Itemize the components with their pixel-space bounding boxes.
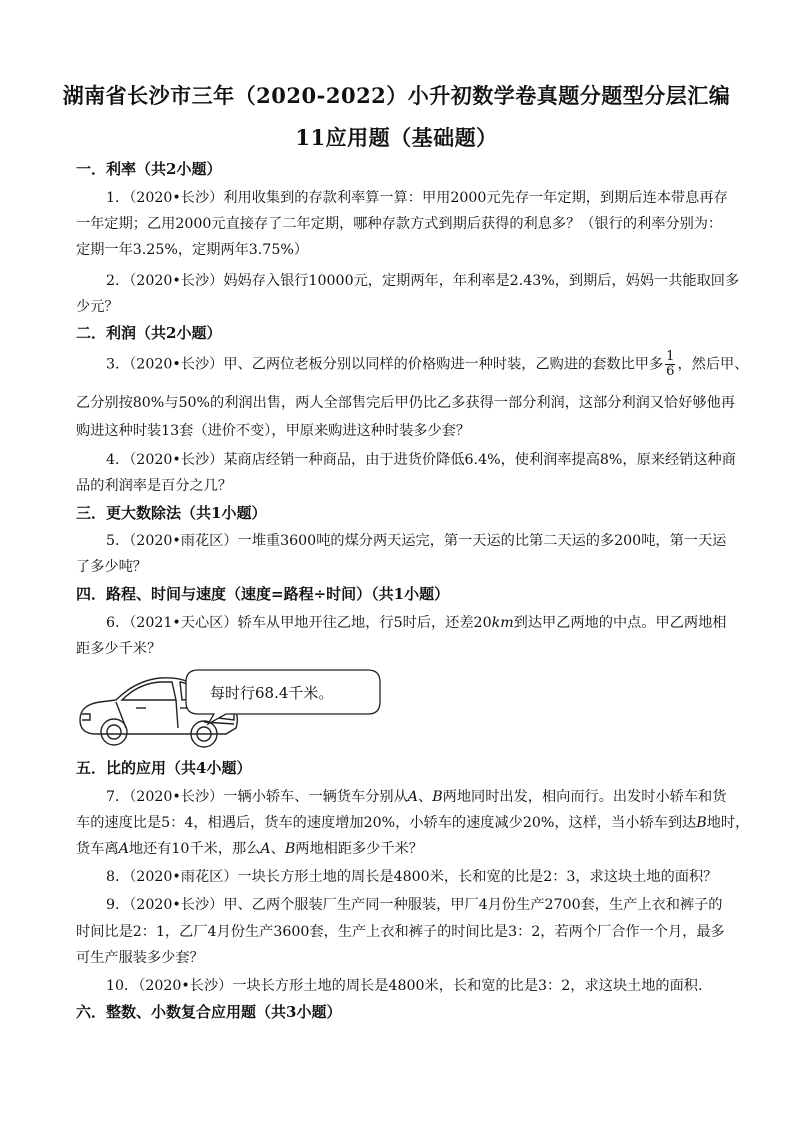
point-a: A: [118, 841, 129, 857]
question-4-line-1: 4．（2020•长沙）某商店经销一种商品，由于进货价降低6.4%，使利润率提高8%，原来经销这种商: [106, 452, 736, 468]
question-7-text-e: 货车离: [76, 841, 119, 857]
question-9-line-3: 可生产服装多少套？: [76, 950, 204, 966]
title-line-2: 11应用题（基础题）: [295, 125, 498, 150]
section-heading-4: 四．路程、时间与速度（速度=路程÷时间）（共1小题）: [76, 585, 450, 603]
speech-bubble-text: 每时行68.4千米。: [210, 684, 334, 702]
question-1-line-1: 1．（2020•长沙）利用收集到的存款利率算一算：甲用2000元先存一年定期，到期后连本带息再存: [106, 190, 728, 206]
question-10-line-1: 10．（2020•长沙）一块长方形土地的周长是4800米，长和宽的比是3：2，求这块土地的面积.: [106, 978, 703, 994]
question-6-text-b: 到达甲乙两地的中点。甲乙两地相: [513, 615, 727, 631]
point-b: B: [696, 815, 707, 831]
question-9-line-2: 时间比是2：1，乙厂4月份生产3600套，生产上衣和裤子的时间比是3：2，若两个厂合作一个月，最多: [76, 924, 725, 940]
question-1-line-2: 一年定期；乙用2000元直接存了二年定期，哪种存款方式到期后获得的利息多？（银行的利率分别为：: [76, 216, 723, 232]
question-5-line-1: 5．（2020•雨花区）一堆重3600吨的煤分两天运完，第一天运的比第二天运的多200吨，第一天运: [106, 533, 727, 549]
section-heading-3: 三．更大数除法（共1小题）: [76, 504, 267, 522]
question-9-line-1: 9．（2020•长沙）甲、乙两个服装厂生产同一种服装，甲厂4月份生产2700套，生产上衣和裤子的: [106, 897, 723, 913]
section-heading-1: 一．利率（共2小题）: [76, 160, 222, 178]
title-line-1: 湖南省长沙市三年（2020-2022）小升初数学卷真题分题型分层汇编: [62, 83, 731, 108]
question-7-text-b: 两地同时出发，相向而行。出发时小轿车和货: [442, 789, 727, 805]
question-5-line-2: 了多少吨？: [76, 559, 147, 575]
question-3-text-a: 3．（2020•长沙）甲、乙两位老板分别以同样的价格购进一种时装，乙购进的套数比甲多: [106, 356, 664, 373]
question-7-line-2: [76, 812, 749, 832]
question-7-line-1: [106, 786, 726, 806]
question-3-line-3: 购进这种时装13套（进价不变），甲原来购进这种时装多少套？: [76, 423, 471, 439]
question-2-line-2: 少元？: [76, 299, 119, 315]
question-3-text-b: ，然后甲、: [677, 356, 749, 373]
point-a: A: [260, 841, 271, 857]
question-1-line-3: 定期一年3.25%，定期两年3.75%）: [76, 242, 309, 258]
question-7-text-f: 地还有10千米，那么: [128, 841, 261, 857]
fraction-numerator: 1: [666, 349, 675, 364]
question-7-text-c: 车的速度比是5：4，相遇后，货车的速度增加20%，小轿车的速度减少20%，这样，当小轿车到达: [76, 815, 697, 831]
section-heading-5: 五．比的应用（共4小题）: [76, 759, 252, 777]
fraction-one-sixth: [665, 350, 675, 379]
point-a: A: [407, 789, 419, 805]
question-4-line-2: 品的利润率是百分之几？: [76, 478, 233, 494]
question-7-line-3: [76, 838, 423, 858]
section-heading-2: 二．利润（共2小题）: [76, 324, 222, 342]
fraction-denominator: 6: [666, 364, 675, 379]
unit-km: km: [491, 615, 514, 631]
car-illustration: [76, 662, 396, 752]
question-6-text-a: 6．（2021•天心区）轿车从甲地开往乙地，行5时后，还差20: [106, 615, 492, 631]
separator: 、: [418, 789, 433, 805]
question-2-line-1: 2．（2020•长沙）妈妈存入银行10000元，定期两年，年利率是2.43%，到期后，妈妈一共能取回多: [106, 273, 740, 289]
question-6-line-2: 距多少千米？: [76, 641, 162, 657]
point-b: B: [432, 789, 443, 805]
question-3-line-1: [106, 350, 748, 379]
question-3-line-2: 乙分别按80%与50%的利润出售，两人全部售完后甲仍比乙多获得一部分利润，这部分利润又恰好够他再: [76, 395, 735, 411]
question-6-line-1: [106, 612, 727, 632]
question-8-line-1: 8．（2020•雨花区）一块长方形土地的周长是4800米，长和宽的比是2：3，求这块土地的面积？: [106, 869, 718, 885]
question-7-text-a: 7．（2020•长沙）一辆小轿车、一辆货车分别从: [106, 789, 408, 805]
point-b: B: [284, 841, 296, 857]
question-7-text-g: 两地相距多少千米？: [295, 841, 423, 857]
question-7-text-d: 地时，: [706, 815, 750, 831]
separator: 、: [270, 841, 285, 857]
section-heading-6: 六．整数、小数复合应用题（共3小题）: [76, 1003, 342, 1021]
